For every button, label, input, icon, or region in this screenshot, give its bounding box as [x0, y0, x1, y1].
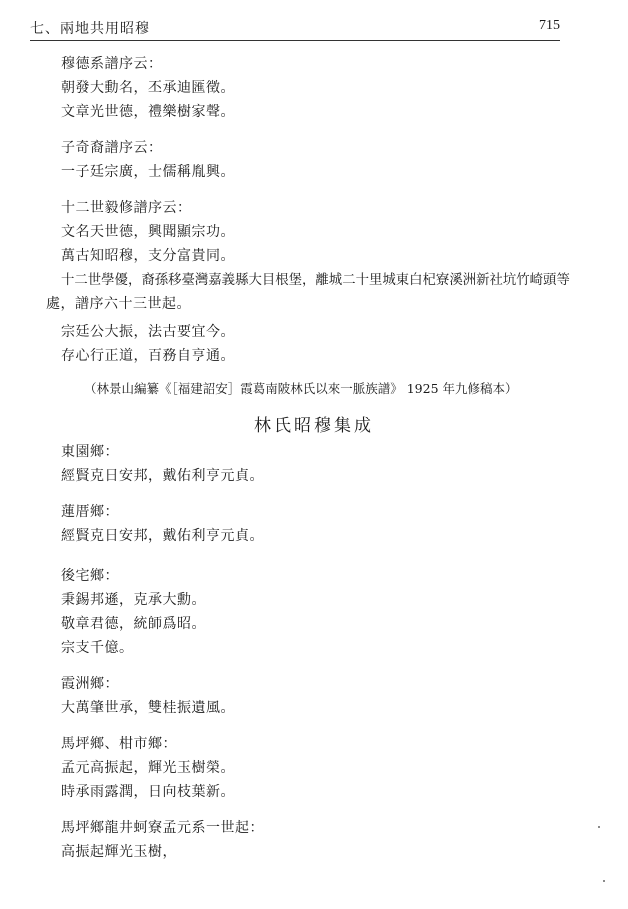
scan-speck [598, 826, 600, 828]
generation-verse: 宗廷公大振，法古要宜今。 [61, 324, 235, 340]
village-heading: 霞洲鄉： [61, 676, 119, 692]
generation-verse: 經賢克日安邦，戴佑利亨元貞。 [61, 468, 264, 484]
generation-verse: 一子廷宗廣，士儒稱胤興。 [61, 164, 235, 180]
migration-note: 處，譜序六十三世起。 [46, 296, 191, 312]
generation-verse: 時承雨露潤，日向枝葉新。 [61, 784, 235, 800]
generation-verse: 文章光世德，禮樂樹家聲。 [61, 104, 235, 120]
generation-verse: 敬章君德，統師爲昭。 [61, 616, 206, 632]
migration-note: 十二世學優，裔孫移臺灣嘉義縣大目根堡，離城二十里城東白杞寮溪洲新社坑竹崎頭等 [61, 273, 570, 288]
chapter-title: 七、兩地共用昭穆 [30, 21, 150, 37]
generation-verse: 萬古知昭穆，支分富貴同。 [61, 248, 235, 264]
generation-verse: 存心行正道，百務自亨通。 [61, 348, 235, 364]
generation-verse: 孟元高振起，輝光玉樹榮。 [61, 760, 235, 776]
village-heading: 馬坪鄉、柑市鄉： [61, 736, 177, 752]
village-heading: 蓮厝鄉： [61, 504, 119, 520]
lineage-heading: 十二世毅修譜序云： [61, 200, 192, 216]
village-heading: 後宅鄉： [61, 568, 119, 584]
generation-verse: 高振起輝光玉樹， [61, 844, 177, 860]
lineage-heading: 子奇裔譜序云： [61, 140, 163, 156]
lineage-heading: 穆德系譜序云： [61, 56, 163, 72]
section-title: 林氏昭穆集成 [254, 416, 374, 436]
generation-verse: 秉錫邦遜，克承大勳。 [61, 592, 206, 608]
page-number: 715 [539, 18, 560, 33]
generation-verse: 宗支千億。 [61, 640, 134, 656]
source-citation: （林景山編纂《［福建詔安］霞葛南陂林氏以來一脈族譜》 1925 年九修稿本） [84, 381, 518, 396]
generation-verse: 朝發大動名，丕承迪匯徵。 [61, 80, 235, 96]
scan-speck [603, 880, 605, 882]
generation-verse: 文名天世德，興聞顯宗功。 [61, 224, 235, 240]
page-header [30, 10, 560, 41]
generation-verse: 大萬肇世承，雙桂振遺風。 [61, 700, 235, 716]
village-heading: 馬坪鄉龍井蚵寮孟元系一世起： [61, 820, 264, 836]
village-heading: 東園鄉： [61, 444, 119, 460]
generation-verse: 經賢克日安邦，戴佑利亨元貞。 [61, 528, 264, 544]
